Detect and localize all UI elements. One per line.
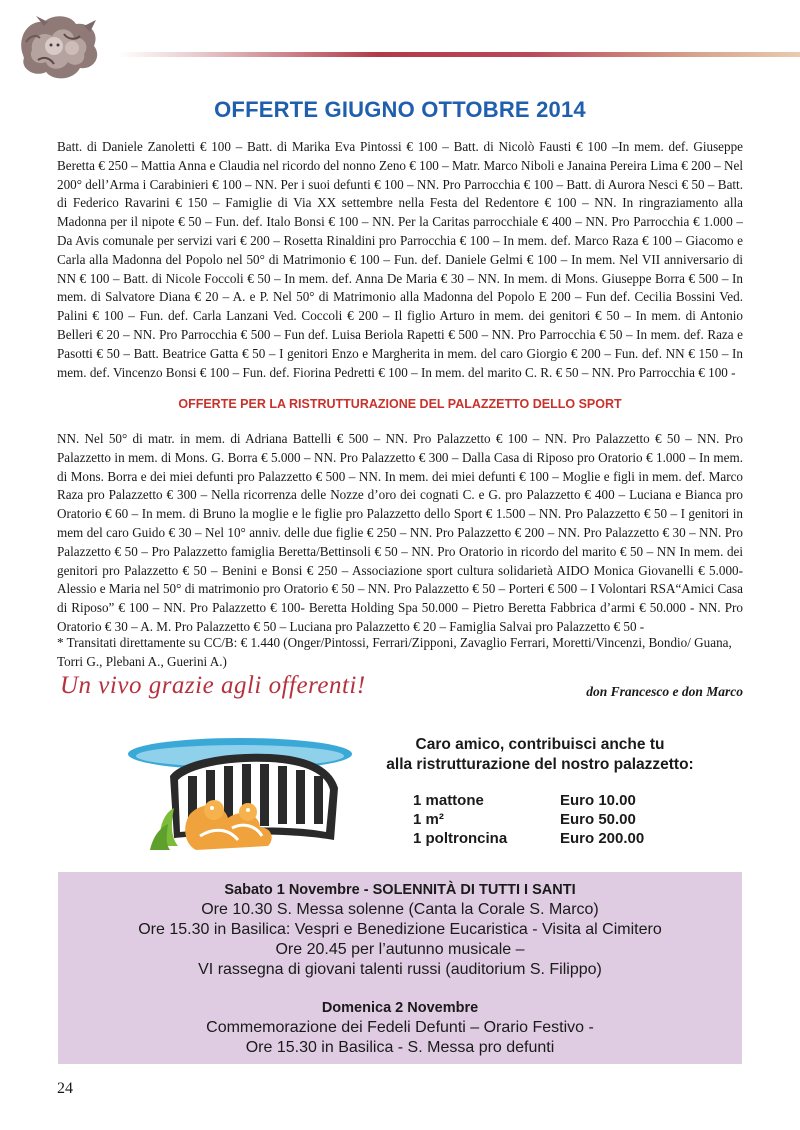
price-item: 1 mattone bbox=[413, 792, 484, 809]
appeal-line-2: alla ristrutturazione del nostro palazzetto: bbox=[386, 756, 694, 773]
schedule-box bbox=[58, 872, 742, 1064]
signature: don Francesco e don Marco bbox=[586, 684, 743, 699]
price-row bbox=[413, 810, 644, 829]
schedule-line: Ore 20.45 per l’autunno musicale – bbox=[275, 941, 525, 958]
appeal-line-1: Caro amico, contribuisci anche tu bbox=[415, 736, 665, 753]
page-title: OFFERTE GIUGNO OTTOBRE 2014 bbox=[214, 97, 586, 122]
price-item: 1 m² bbox=[413, 811, 444, 828]
sport-offers-heading: OFFERTE PER LA RISTRUTTURAZIONE DEL PALAZZETTO DELLO SPORT bbox=[178, 397, 622, 411]
thanks-script-text: Un vivo grazie agli offerenti! bbox=[60, 672, 366, 699]
price-item: 1 poltroncina bbox=[413, 830, 508, 847]
schedule-day1-heading: Sabato 1 Novembre - SOLENNITÀ DI TUTTI I SANTI bbox=[224, 882, 576, 898]
price-row bbox=[413, 791, 644, 810]
schedule-line: Ore 15.30 in Basilica - S. Messa pro defunti bbox=[245, 1039, 555, 1056]
price-row bbox=[413, 829, 644, 848]
schedule-day2-heading: Domenica 2 Novembre bbox=[321, 1000, 479, 1016]
header-gradient-rule bbox=[118, 52, 800, 57]
donation-appeal bbox=[330, 735, 750, 775]
baroque-angel-ornament bbox=[14, 12, 106, 84]
schedule-line: Commemorazione dei Fedeli Defunti – Orario Festivo - bbox=[206, 1019, 594, 1036]
price-value: Euro 10.00 bbox=[560, 792, 636, 809]
schedule-line: Ore 10.30 S. Messa solenne (Canta la Corale S. Marco) bbox=[201, 901, 599, 918]
transit-note: * Transitati direttamente su CC/B: € 1.440 (Onger/Pintossi, Ferrari/Zipponi, Zavaglio Ferrari, Moretti/Vincenzi, Bondio/ Guana, Torri G., Plebani A., Guerini A.) bbox=[57, 635, 732, 669]
offers-list: Batt. di Daniele Zanoletti € 100 – Batt. di Marika Eva Pintossi € 100 – Batt. di Nicolò Fausti € 100 –In mem. def. Giuseppe Beretta € 250 – Mattia Anna e Claudia nel ricordo del nonno Zeno € 100 – Matr. Marco Niboli e Janaina Pereira Lima € 200 – Nel 200° dell’Arma i Carabinieri € 100 – NN. Per i suoi defunti € 100 – NN. Pro Parrocchia € 100 – Batt. di Aurora Nesci € 50 – Batt. di Federico Ravarini € 150 – Famiglie di Via XX settembre nella Festa del Redentore € 100 – NN. In ringraziamento alla Madonna per il nipote € 50 – Fun. def. Italo Bonsi € 100 – NN. Per la Caritas parrocchiale € 400 – NN. Pro Parrocchia € 1.000 – Da Avis comunale per servizi vari € 200 – Rosetta Rinaldini pro Parrocchia € 100 – In mem. def. Marco Raza € 100 – Giacomo e Carla alla Madonna del Popolo nel 50° di Matrimonio € 100 – Fun. def. Daniele Gelmi € 100 – In mem. Nel VII anniversario di NN € 100 – Batt. di Nicole Foccoli € 50 – In mem. def. Anna De Maria € 30 – NN. In mem. di Mons. Giuseppe Borra € 500 – In mem. di Salvatore Diana € 20 – A. e P. Nel 50° di Matrimonio alla Madonna del Popolo E 200 – Fun def. Cecilia Bossini Ved. Palini € 100 – Fun. def. Carla Lanzani Ved. Coccoli € 200 – Il figlio Arturo in mem. dei genitori € 50 – In mem. di Antonio Belleri € 20 – NN. Pro Parrocchia € 500 – Fun def. Luisa Beriola Rapetti € 500 – NN. Pro Parrocchia € 50 – In mem. def. Raza e Pasotti € 50 – Batt. Beatrice Gatta € 50 – I genitori Enzo e Margherita in mem. del caro Giorgio € 200 – Fun. def. NN € 150 – In mem. def. Vincenzo Bonsi € 100 – Fun. def. Fiorina Pedretti € 100 – In mem. del marito C. R. € 50 – NN. Pro Parrocchia € 100 - bbox=[57, 139, 743, 380]
schedule-line: VI rassegna di giovani talenti russi (auditorium S. Filippo) bbox=[198, 961, 602, 978]
schedule-line: Ore 15.30 in Basilica: Vespri e Benedizione Eucaristica - Visita al Cimitero bbox=[138, 921, 662, 938]
sport-offers-list: NN. Nel 50° di matr. in mem. di Adriana Battelli € 500 – NN. Pro Palazzetto € 100 – NN. Pro Palazzetto € 50 – NN. Pro Palazzetto in mem. di Mons. G. Borra € 5.000 – NN. Pro Palazzetto € 300 – Dalla Casa di Riposo pro Oratorio € 1.000 – In mem. di Mons. Borra e dei miei defunti pro Palazzetto € 500 – NN. In mem. dei miei defunti € 100 – Moglie e figli in mem. def. Marco Raza pro Palazzetto € 300 – Nella ricorrenza delle Nozze d’oro dei cognati C. e G. pro Palazzetto € 400 – Luciana e Bianca pro Oratorio € 60 – In mem. di Bruno la moglie e le figlie pro Palazzetto dello Sport € 1.500 – NN. Pro Palazzetto € 50 – I genitori in mem del caro Guido € 30 – Nel 10° anniv. delle due figlie € 250 – NN. Pro Palazzetto € 200 – NN. Pro Palazzetto € 30 – NN. Pro Palazzetto € 50 – Pro Palazzetto famiglia Beretta/Bettinsoli € 50 – NN. Pro Oratorio in ricordo del marito € 50 – NN In mem. dei genitori pro Palazzetto € 50 – Benini e Bonsi € 250 – Associazione sport cultura solidarietà AIDO Monica Giovanelli € 5.000- Alessio e Maria nel 50° di matrimonio pro Oratorio € 50 – NN. Pro Palazzetto € 50 – Porteri € 500 – I Volontari RSA“Amici Casa di Riposo” € 100 – NN. Pro Palazzetto € 100- Beretta Holding Spa 50.000 – Pietro Beretta Fabbrica d’armi € 50.000 - NN. Pro Oratorio € 30 – A. M. Pro Palazzetto € 50 – Luciana pro Palazzetto € 20 – Famiglia Salvai pro Palazzetto € 50 - bbox=[57, 431, 743, 634]
page-number: 24 bbox=[57, 1080, 73, 1097]
price-value: Euro 50.00 bbox=[560, 811, 636, 828]
price-value: Euro 200.00 bbox=[560, 830, 645, 847]
stadium-illustration bbox=[120, 728, 360, 858]
price-table bbox=[413, 791, 644, 848]
